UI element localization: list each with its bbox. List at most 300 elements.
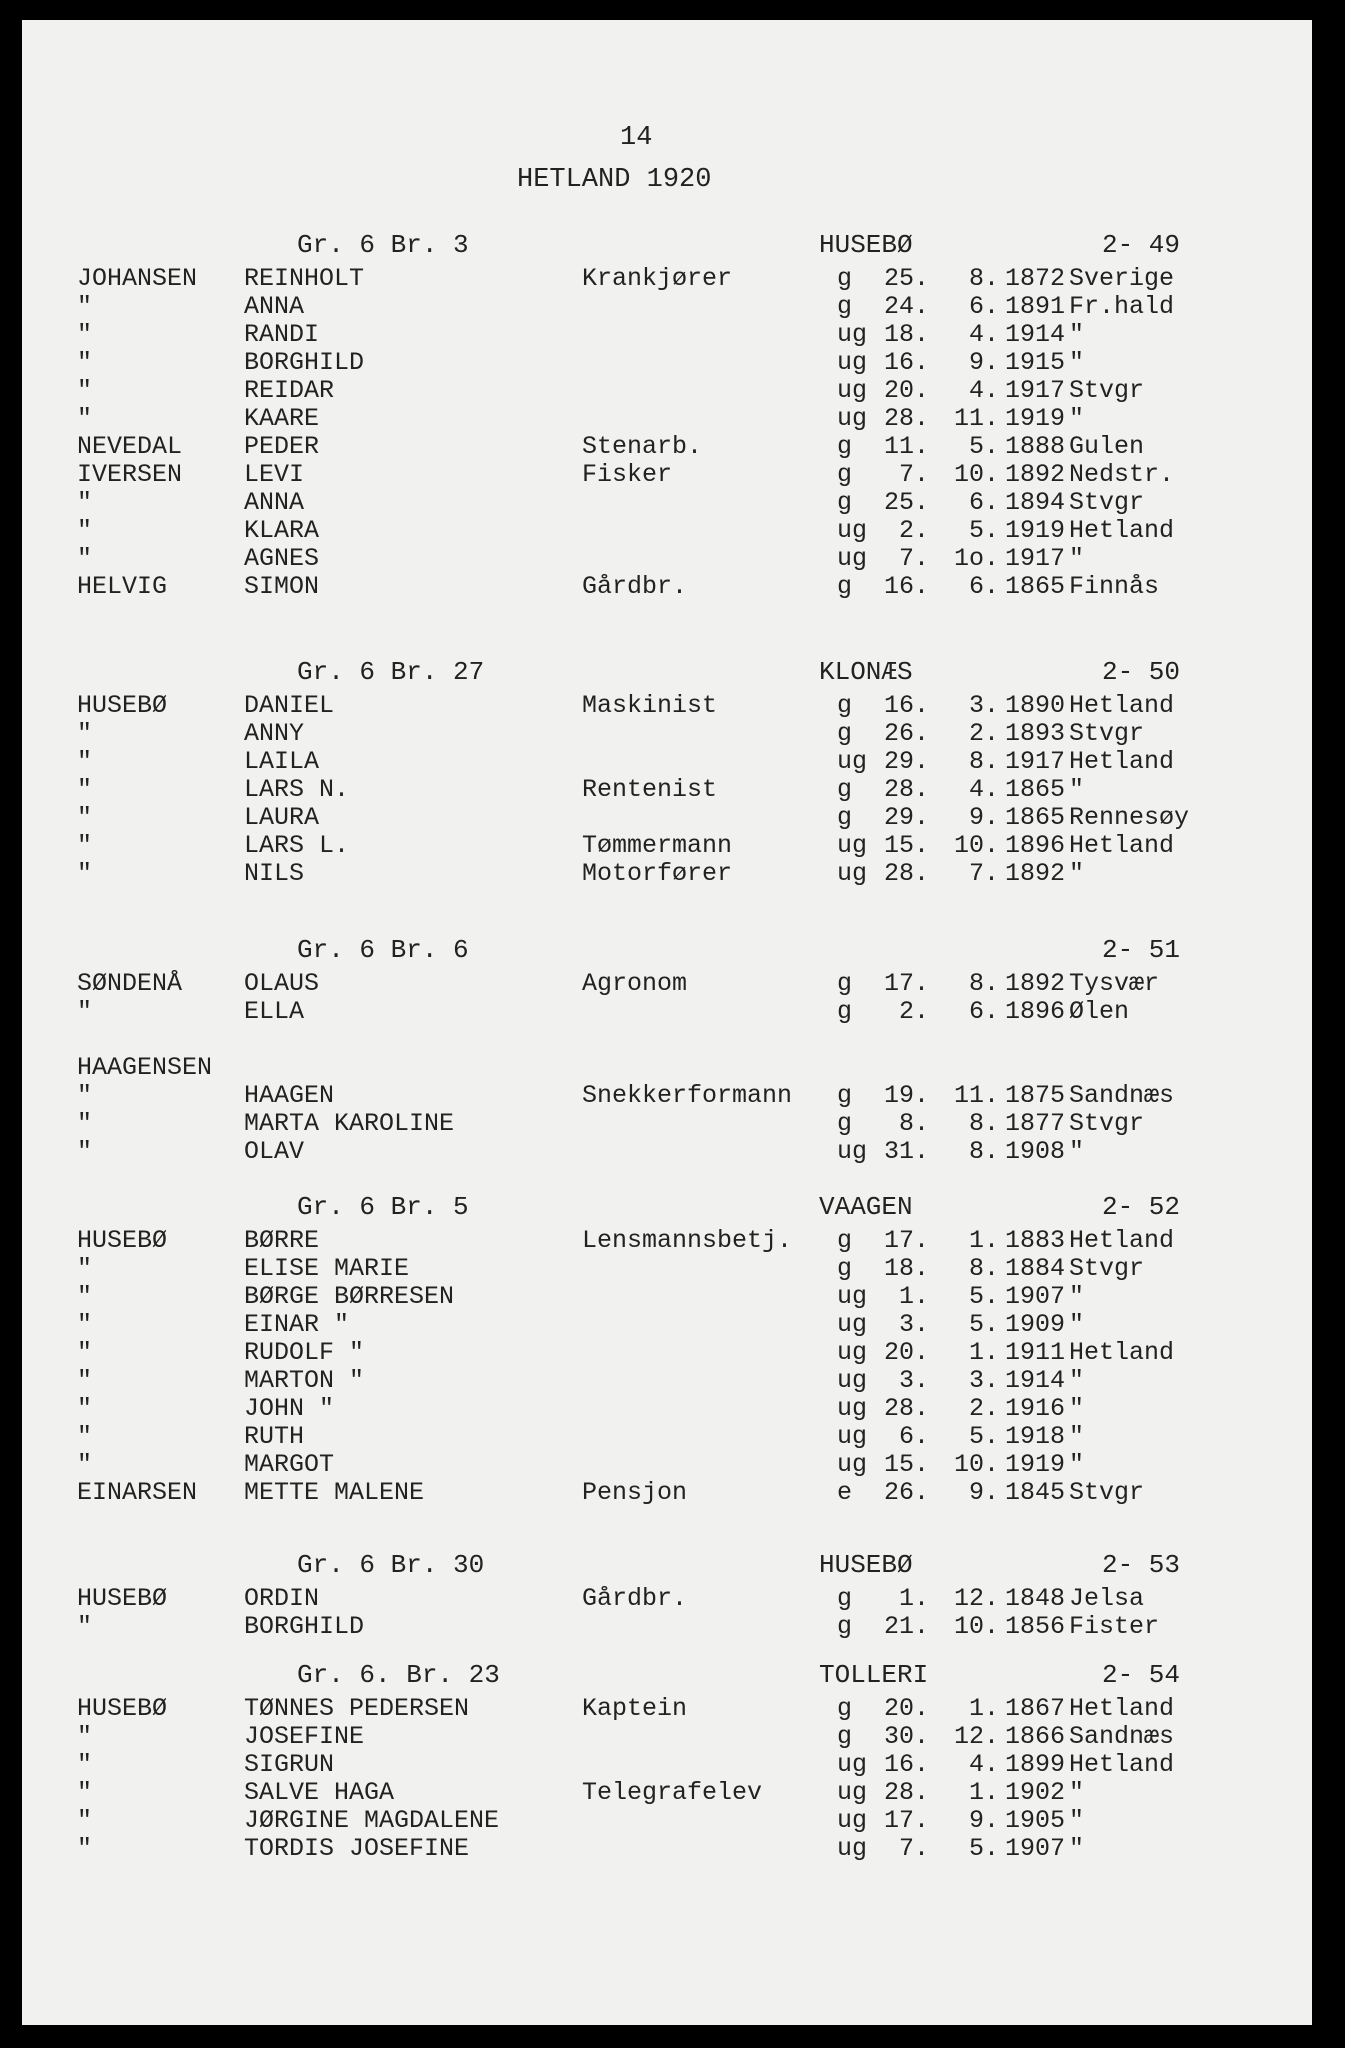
first-name: MARTA KAROLINE [244,1109,455,1138]
birth-month: 5. [968,516,999,545]
birth-year: 1896 [1005,997,1066,1026]
marital-status: g [837,1584,853,1613]
first-name: ELISE MARIE [244,1254,410,1283]
marital-status: ug [837,516,868,545]
person-row [22,859,1312,887]
first-name: OLAV [244,1137,305,1166]
birth-place: Sverige [1069,264,1175,293]
birth-year: 1908 [1005,1137,1066,1166]
person-row [22,1310,1312,1338]
person-row [22,1109,1312,1137]
first-name: NILS [244,859,305,888]
birth-day: 28. [883,1394,929,1423]
birth-month: 1. [968,1338,999,1367]
gr-br-label: Gr. 6 Br. 27 [297,657,485,687]
birth-year: 1856 [1005,1612,1066,1641]
person-row [22,572,1312,600]
register-ref: 2- 49 [1102,230,1181,260]
person-row [22,1025,1312,1053]
birth-place: Stvgr [1069,1109,1145,1138]
birth-month: 9. [968,348,999,377]
birth-day: 17. [883,969,929,998]
last-name: JOHANSEN [77,264,198,293]
birth-month: 8. [968,1137,999,1166]
birth-day: 3. [898,1310,929,1339]
person-row [22,1584,1312,1612]
last-name: " [77,997,93,1026]
group-header [22,1660,1312,1694]
first-name: JOSEFINE [244,1722,365,1751]
gr-br-label: Gr. 6 Br. 30 [297,1550,485,1580]
group-header [22,657,1312,691]
birth-place: Stvgr [1069,376,1145,405]
group-header [22,230,1312,264]
marital-status: ug [837,1310,868,1339]
last-name: " [77,859,93,888]
last-name: " [77,376,93,405]
birth-year: 1875 [1005,1081,1066,1110]
birth-month: 10. [953,1450,999,1479]
marital-status: g [837,460,853,489]
birth-day: 7. [898,1834,929,1863]
occupation: Krankjører [582,264,733,293]
last-name: " [77,544,93,573]
last-name: " [77,1450,93,1479]
birth-month: 4. [968,775,999,804]
birth-month: 4. [968,320,999,349]
birth-year: 1917 [1005,747,1066,776]
register-ref: 2- 53 [1102,1550,1181,1580]
birth-day: 19. [883,1081,929,1110]
last-name: " [77,1612,93,1641]
marital-status: ug [837,1422,868,1451]
birth-month: 1. [968,1778,999,1807]
first-name: RUDOLF " [244,1338,365,1367]
first-name: ANNA [244,292,305,321]
birth-month: 10. [953,460,999,489]
occupation: Snekkerformann [582,1081,793,1110]
birth-place: Ølen [1069,997,1130,1026]
last-name: HUSEBØ [77,1584,168,1613]
birth-day: 15. [883,831,929,860]
birth-year: 1867 [1005,1694,1066,1723]
occupation: Lensmannsbetj. [582,1226,793,1255]
marital-status: g [837,803,853,832]
birth-day: 17. [883,1226,929,1255]
farm-name: KLONÆS [819,657,913,687]
birth-place: Hetland [1069,1338,1175,1367]
first-name: HAAGEN [244,1081,335,1110]
marital-status: ug [837,747,868,776]
birth-year: 1896 [1005,831,1066,860]
birth-year: 1866 [1005,1722,1066,1751]
birth-year: 1914 [1005,320,1066,349]
birth-place: " [1069,1778,1085,1807]
birth-month: 5. [968,1834,999,1863]
birth-month: 7. [968,859,999,888]
first-name: SALVE HAGA [244,1778,395,1807]
register-ref: 2- 54 [1102,1660,1181,1690]
birth-year: 1916 [1005,1394,1066,1423]
register-ref: 2- 52 [1102,1192,1181,1222]
birth-month: 10. [953,831,999,860]
birth-year: 1891 [1005,292,1066,321]
gr-br-label: Gr. 6. Br. 23 [297,1660,500,1690]
person-row [22,1478,1312,1506]
first-name: REIDAR [244,376,335,405]
person-row [22,1694,1312,1722]
last-name: " [77,1778,93,1807]
birth-year: 1905 [1005,1806,1066,1835]
birth-year: 1909 [1005,1310,1066,1339]
marital-status: g [837,1081,853,1110]
birth-day: 7. [898,544,929,573]
occupation: Telegrafelev [582,1778,763,1807]
person-row [22,719,1312,747]
person-row [22,544,1312,572]
birth-place: " [1069,348,1085,377]
first-name: JØRGINE MAGDALENE [244,1806,500,1835]
birth-month: 11. [953,404,999,433]
birth-day: 16. [883,572,929,601]
first-name: OLAUS [244,969,320,998]
birth-day: 7. [898,460,929,489]
birth-day: 16. [883,348,929,377]
birth-place: Rennesøy [1069,803,1190,832]
birth-month: 8. [968,747,999,776]
birth-place: " [1069,1310,1085,1339]
birth-place: Stvgr [1069,488,1145,517]
last-name: " [77,1394,93,1423]
birth-place: Hetland [1069,747,1175,776]
person-row [22,775,1312,803]
birth-place: " [1069,320,1085,349]
marital-status: g [837,1226,853,1255]
person-row [22,376,1312,404]
birth-place: " [1069,775,1085,804]
birth-month: 4. [968,376,999,405]
first-name: JOHN " [244,1394,335,1423]
birth-place: Sandnæs [1069,1081,1175,1110]
birth-place: " [1069,1394,1085,1423]
birth-month: 1o. [953,544,999,573]
birth-month: 9. [968,1478,999,1507]
birth-month: 5. [968,1310,999,1339]
birth-place: " [1069,1806,1085,1835]
birth-day: 26. [883,719,929,748]
farm-name: TOLLERI [819,1660,929,1690]
gr-br-label: Gr. 6 Br. 5 [297,1192,469,1222]
last-name: " [77,775,93,804]
last-name: " [77,1282,93,1311]
birth-year: 1917 [1005,544,1066,573]
marital-status: ug [837,544,868,573]
person-row [22,320,1312,348]
household-group [22,657,1312,887]
birth-year: 1893 [1005,719,1066,748]
birth-year: 1902 [1005,1778,1066,1807]
first-name: ELLA [244,997,305,1026]
person-row [22,1834,1312,1862]
first-name: MARTON " [244,1366,365,1395]
birth-day: 16. [883,1750,929,1779]
birth-place: Jelsa [1069,1584,1145,1613]
marital-status: ug [837,1834,868,1863]
birth-month: 4. [968,1750,999,1779]
marital-status: ug [837,1338,868,1367]
birth-month: 1. [968,1694,999,1723]
first-name: TØNNES PEDERSEN [244,1694,470,1723]
birth-place: Fister [1069,1612,1160,1641]
birth-place: Finnås [1069,572,1160,601]
first-name: METTE MALENE [244,1478,425,1507]
person-row [22,969,1312,997]
marital-status: ug [837,1137,868,1166]
occupation: Rentenist [582,775,718,804]
birth-day: 20. [883,376,929,405]
person-row [22,831,1312,859]
birth-day: 28. [883,775,929,804]
first-name: BORGHILD [244,1612,365,1641]
person-row [22,1750,1312,1778]
last-name: HUSEBØ [77,1694,168,1723]
last-name: SØNDENÅ [77,969,183,998]
marital-status: ug [837,1806,868,1835]
last-name: " [77,1806,93,1835]
person-row [22,1338,1312,1366]
person-row [22,1366,1312,1394]
marital-status: g [837,997,853,1026]
last-name: HAAGENSEN [77,1053,213,1082]
occupation: Motorfører [582,859,733,888]
first-name: ANNY [244,719,305,748]
birth-year: 1918 [1005,1422,1066,1451]
last-name: " [77,1366,93,1395]
first-name: RANDI [244,320,320,349]
household-group [22,230,1312,600]
birth-year: 1917 [1005,376,1066,405]
gr-br-label: Gr. 6 Br. 3 [297,230,469,260]
birth-year: 1883 [1005,1226,1066,1255]
group-header [22,935,1312,969]
first-name: SIGRUN [244,1750,335,1779]
person-row [22,691,1312,719]
birth-place: Hetland [1069,831,1175,860]
birth-place: Hetland [1069,516,1175,545]
birth-place: Stvgr [1069,1254,1145,1283]
first-name: DANIEL [244,691,335,720]
birth-month: 6. [968,488,999,517]
birth-day: 6. [898,1422,929,1451]
birth-year: 1919 [1005,516,1066,545]
household-group [22,1192,1312,1506]
last-name: " [77,320,93,349]
marital-status: g [837,969,853,998]
birth-year: 1907 [1005,1282,1066,1311]
birth-day: 20. [883,1338,929,1367]
person-row [22,292,1312,320]
birth-place: Hetland [1069,1750,1175,1779]
person-row [22,404,1312,432]
birth-month: 5. [968,1282,999,1311]
birth-place: " [1069,1137,1085,1166]
birth-year: 1848 [1005,1584,1066,1613]
person-row [22,460,1312,488]
page-title: HETLAND 1920 [517,165,712,195]
birth-year: 1894 [1005,488,1066,517]
person-row [22,264,1312,292]
person-row [22,432,1312,460]
birth-year: 1899 [1005,1750,1066,1779]
marital-status: g [837,264,853,293]
birth-year: 1919 [1005,1450,1066,1479]
marital-status: ug [837,320,868,349]
last-name: " [77,1254,93,1283]
birth-day: 1. [898,1584,929,1613]
last-name: IVERSEN [77,460,183,489]
birth-day: 29. [883,747,929,776]
first-name: RUTH [244,1422,305,1451]
marital-status: ug [837,831,868,860]
marital-status: ug [837,376,868,405]
birth-month: 3. [968,691,999,720]
marital-status: g [837,1109,853,1138]
first-name: LARS L. [244,831,350,860]
last-name: " [77,1137,93,1166]
household-group [22,1550,1312,1640]
first-name: PEDER [244,432,320,461]
birth-day: 1. [898,1282,929,1311]
birth-year: 1890 [1005,691,1066,720]
occupation: Pensjon [582,1478,688,1507]
last-name: EINARSEN [77,1478,198,1507]
person-row [22,997,1312,1025]
last-name: " [77,516,93,545]
marital-status: g [837,719,853,748]
farm-name: HUSEBØ [819,1550,913,1580]
last-name: " [77,1338,93,1367]
birth-year: 1892 [1005,460,1066,489]
person-row [22,747,1312,775]
marital-status: ug [837,404,868,433]
first-name: BØRRE [244,1226,320,1255]
marital-status: g [837,572,853,601]
birth-day: 2. [898,997,929,1026]
first-name: LAILA [244,747,320,776]
first-name: BORGHILD [244,348,365,377]
birth-day: 17. [883,1806,929,1835]
first-name: TORDIS JOSEFINE [244,1834,470,1863]
birth-day: 25. [883,488,929,517]
occupation: Gårdbr. [582,572,688,601]
first-name: SIMON [244,572,320,601]
last-name: " [77,1310,93,1339]
birth-month: 5. [968,432,999,461]
birth-place: Hetland [1069,1226,1175,1255]
birth-year: 1865 [1005,803,1066,832]
register-ref: 2- 51 [1102,935,1181,965]
person-row [22,1450,1312,1478]
last-name: " [77,1109,93,1138]
birth-year: 1892 [1005,969,1066,998]
register-ref: 2- 50 [1102,657,1181,687]
marital-status: g [837,432,853,461]
birth-month: 2. [968,1394,999,1423]
birth-year: 1877 [1005,1109,1066,1138]
birth-year: 1865 [1005,572,1066,601]
marital-status: g [837,1612,853,1641]
last-name: HELVIG [77,572,168,601]
first-name: ORDIN [244,1584,320,1613]
birth-day: 3. [898,1366,929,1395]
birth-month: 6. [968,997,999,1026]
birth-day: 8. [898,1109,929,1138]
person-row [22,1778,1312,1806]
person-row [22,1226,1312,1254]
marital-status: g [837,1254,853,1283]
person-row [22,1137,1312,1165]
birth-year: 1845 [1005,1478,1066,1507]
birth-year: 1911 [1005,1338,1066,1367]
birth-year: 1892 [1005,859,1066,888]
person-row [22,1612,1312,1640]
household-group [22,1660,1312,1862]
last-name: " [77,1750,93,1779]
birth-year: 1888 [1005,432,1066,461]
marital-status: ug [837,1778,868,1807]
last-name: " [77,1722,93,1751]
last-name: HUSEBØ [77,691,168,720]
farm-name: VAAGEN [819,1192,913,1222]
birth-year: 1915 [1005,348,1066,377]
gr-br-label: Gr. 6 Br. 6 [297,935,469,965]
birth-year: 1919 [1005,404,1066,433]
person-row [22,348,1312,376]
person-row [22,1053,1312,1081]
birth-place: " [1069,1422,1085,1451]
birth-day: 15. [883,1450,929,1479]
marital-status: ug [837,859,868,888]
farm-name: HUSEBØ [819,230,913,260]
last-name: " [77,404,93,433]
document-page [22,20,1312,2025]
last-name: " [77,831,93,860]
person-row [22,1394,1312,1422]
birth-place: " [1069,1450,1085,1479]
marital-status: ug [837,1394,868,1423]
birth-place: Hetland [1069,691,1175,720]
birth-month: 12. [953,1722,999,1751]
birth-month: 12. [953,1584,999,1613]
birth-month: 6. [968,292,999,321]
birth-day: 18. [883,320,929,349]
person-row [22,1722,1312,1750]
birth-month: 8. [968,969,999,998]
birth-place: " [1069,1366,1085,1395]
person-row [22,488,1312,516]
marital-status: g [837,775,853,804]
birth-year: 1865 [1005,775,1066,804]
birth-month: 8. [968,264,999,293]
birth-place: " [1069,1834,1085,1863]
birth-day: 18. [883,1254,929,1283]
birth-month: 8. [968,1109,999,1138]
last-name: " [77,1422,93,1451]
occupation: Tømmermann [582,831,733,860]
first-name: EINAR " [244,1310,350,1339]
birth-month: 3. [968,1366,999,1395]
page-number: 14 [620,123,653,153]
